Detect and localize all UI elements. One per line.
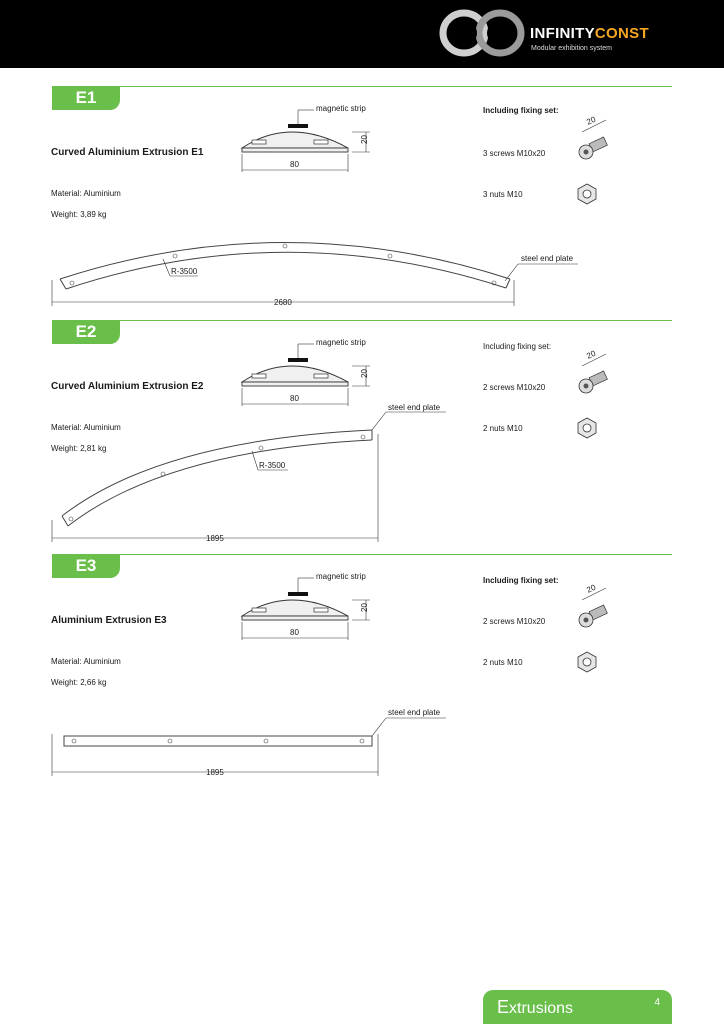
material-text: Material: Aluminium [51,189,121,198]
end-plate-label: steel end plate [388,708,441,717]
fixing-set-title: Including fixing set: [483,342,552,351]
length-label: 1895 [206,534,224,543]
footer-title: Extrusions [497,997,574,1017]
fixing-set-title: Including fixing set: [483,106,559,115]
profile-width-label: 80 [290,160,299,169]
profile-height-label: 20 [360,603,369,612]
material-text: Material: Aluminium [51,423,121,432]
brand-tagline: Modular exhibition system [531,45,612,52]
weight-text: Weight: 2,66 kg [51,678,107,687]
fixing-set-title: Including fixing set: [483,576,559,585]
screws-text: 3 screws M10x20 [483,149,546,158]
section-e3 [0,554,724,784]
svg-text:20: 20 [585,348,598,361]
svg-text:20: 20 [585,582,598,595]
page-header [0,0,724,68]
product-title: Curved Aluminium Extrusion E2 [51,381,204,392]
screws-text: 2 screws M10x20 [483,383,546,392]
section-e2 [0,320,724,550]
profile-width-label: 80 [290,394,299,403]
magnetic-strip-label: magnetic strip [316,104,366,113]
extrusion-drawing [0,86,724,316]
end-plate-label: steel end plate [388,403,441,412]
section-tab: E2 [52,320,120,344]
nuts-text: 2 nuts M10 [483,658,523,667]
product-title: Curved Aluminium Extrusion E1 [51,147,204,158]
brand-name: INFINITYCONST [530,25,649,42]
nuts-text: 2 nuts M10 [483,424,523,433]
extrusion-drawing [0,554,724,784]
extrusion-drawing [0,320,724,550]
section-tab: E3 [52,554,120,578]
magnetic-strip-label: magnetic strip [316,338,366,347]
magnetic-strip-label: magnetic strip [316,572,366,581]
weight-text: Weight: 2,81 kg [51,444,107,453]
length-label: 1895 [206,768,224,777]
svg-text:20: 20 [585,114,598,127]
material-text: Material: Aluminium [51,657,121,666]
straight-extrusion [64,736,372,746]
profile-height-label: 20 [360,369,369,378]
length-label: 2680 [274,298,292,307]
radius-label: R-3500 [259,461,286,470]
weight-text: Weight: 3,89 kg [51,210,107,219]
screws-text: 2 screws M10x20 [483,617,546,626]
page-number: 4 [654,997,660,1008]
end-plate-label: steel end plate [521,254,574,263]
section-e1 [0,86,724,316]
radius-label: R-3500 [171,267,198,276]
profile-height-label: 20 [360,135,369,144]
profile-width-label: 80 [290,628,299,637]
section-tab: E1 [52,86,120,110]
infinity-logo-icon [440,10,524,56]
nuts-text: 3 nuts M10 [483,190,523,199]
footer-tab [483,990,672,1024]
product-title: Aluminium Extrusion E3 [51,615,167,626]
